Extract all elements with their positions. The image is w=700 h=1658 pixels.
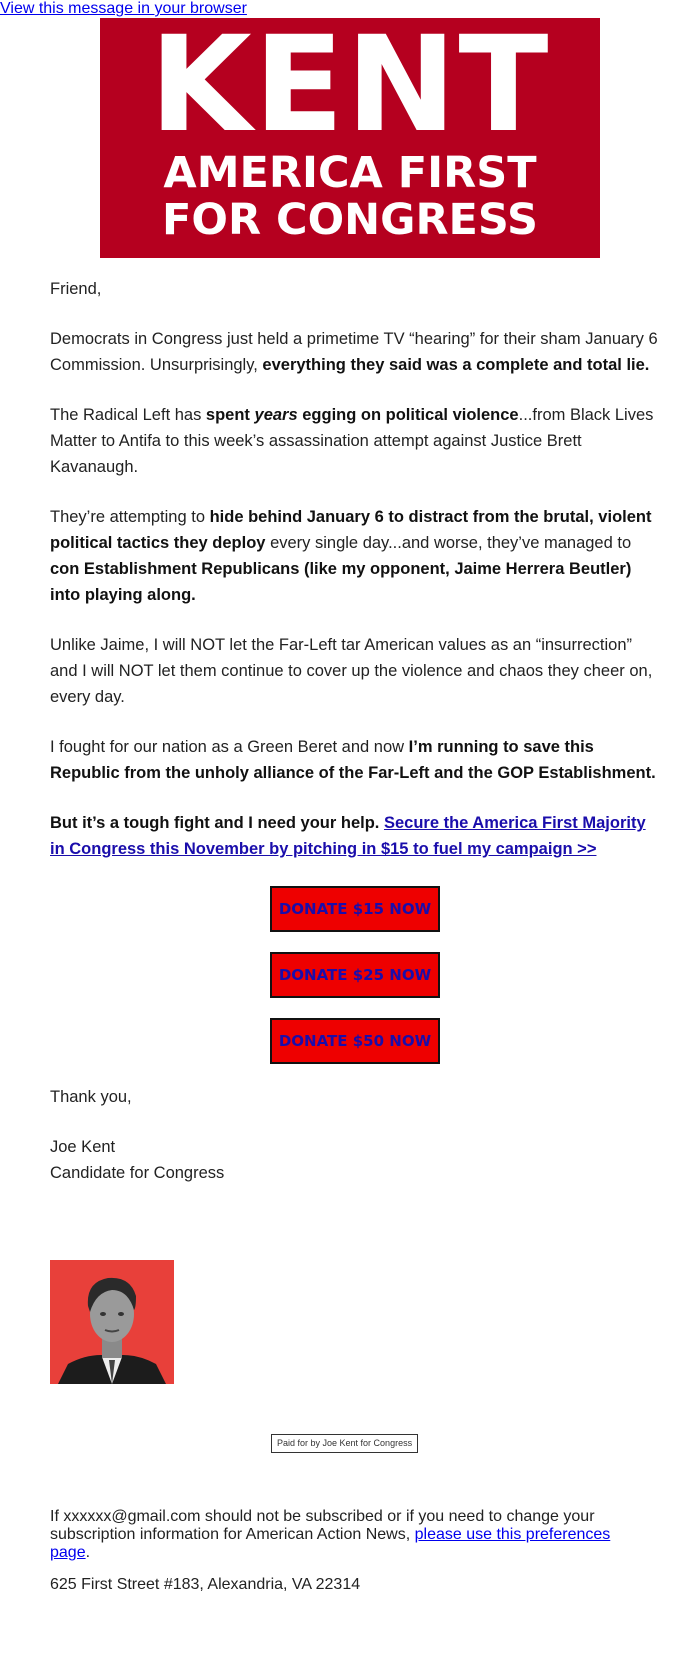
- p3-bold-b: con Establishment Republicans (like my opponent, Jaime Herrera Beutler) into playing along.: [50, 560, 632, 604]
- p3-text-b: every single day...and worse, they’ve managed to: [265, 534, 632, 552]
- paragraph-4: Unlike Jaime, I will NOT let the Far-Left tar American values as an “insurrection” and I will NOT let them continue to cover up the violence and chaos they cheer on, every day.: [50, 636, 653, 706]
- p1-bold: everything they said was a complete and total lie.: [262, 356, 650, 374]
- p2-text-b: ...from Black Lives Matter to Antifa to this week’s assassination attempt against Justice Brett Kavanaugh.: [50, 406, 654, 476]
- donate-buttons: [50, 886, 660, 1064]
- footer-subscription-text: [50, 1508, 650, 1562]
- banner-line-2: FOR CONGRESS: [162, 195, 538, 245]
- p1-text: Democrats in Congress just held a primetime TV “hearing” for their sham January 6 Commission. Unsurprisingly,: [50, 330, 658, 374]
- greeting: Friend,: [50, 280, 102, 298]
- banner-line-1: AMERICA FIRST: [163, 148, 537, 198]
- paragraph-3: [50, 504, 660, 608]
- view-in-browser-link[interactable]: View this message in your browser: [0, 0, 247, 17]
- p2-italic: years: [254, 406, 298, 424]
- donate-50-button[interactable]: DONATE $50 NOW: [270, 1018, 440, 1064]
- p6-bold: But it’s a tough fight and I need your help.: [50, 814, 384, 832]
- donate-15-button[interactable]: DONATE $15 NOW: [270, 886, 440, 932]
- donate-25-button[interactable]: DONATE $25 NOW: [270, 952, 440, 998]
- paragraph-6: [50, 810, 660, 862]
- p2-text-a: The Radical Left has: [50, 406, 206, 424]
- paragraph-1: [50, 326, 660, 378]
- footer-text: If xxxxxx@gmail.com should not be subscribed or if you need to change your subscription information for American Action News,: [50, 1508, 595, 1543]
- p2-bold-b: egging on political violence: [297, 406, 519, 424]
- paid-for-disclaimer: Paid for by Joe Kent for Congress: [271, 1434, 418, 1453]
- mailing-address: 625 First Street #183, Alexandria, VA 22314: [50, 1576, 361, 1593]
- paragraph-2: [50, 402, 660, 480]
- p5-text: I fought for our nation as a Green Beret and now: [50, 738, 409, 756]
- thank-you: Thank you,: [50, 1088, 132, 1106]
- signer-name: Joe Kent: [50, 1138, 116, 1156]
- signature: [50, 1134, 660, 1186]
- p3-text-a: They’re attempting to: [50, 508, 210, 526]
- paragraph-5: [50, 734, 660, 786]
- footer-end: .: [85, 1544, 91, 1561]
- kent-banner-logo: [100, 8, 600, 258]
- email-body: [50, 276, 660, 1186]
- donate-15-text-link[interactable]: Secure the America First Majority in Congress this November by pitching in $15 to fuel my campaign >>: [50, 814, 646, 858]
- p5-bold: I’m running to save this Republic from the unholy alliance of the Far-Left and the GOP Establishment.: [50, 738, 656, 782]
- preferences-link[interactable]: please use this preferences page: [50, 1526, 611, 1561]
- p3-bold-a: hide behind January 6 to distract from the brutal, violent political tactics they deploy: [50, 508, 652, 552]
- banner-title: KENT: [149, 8, 551, 162]
- signer-title: Candidate for Congress: [50, 1164, 225, 1182]
- p2-bold-a: spent: [205, 406, 255, 424]
- candidate-photo: [50, 1260, 174, 1384]
